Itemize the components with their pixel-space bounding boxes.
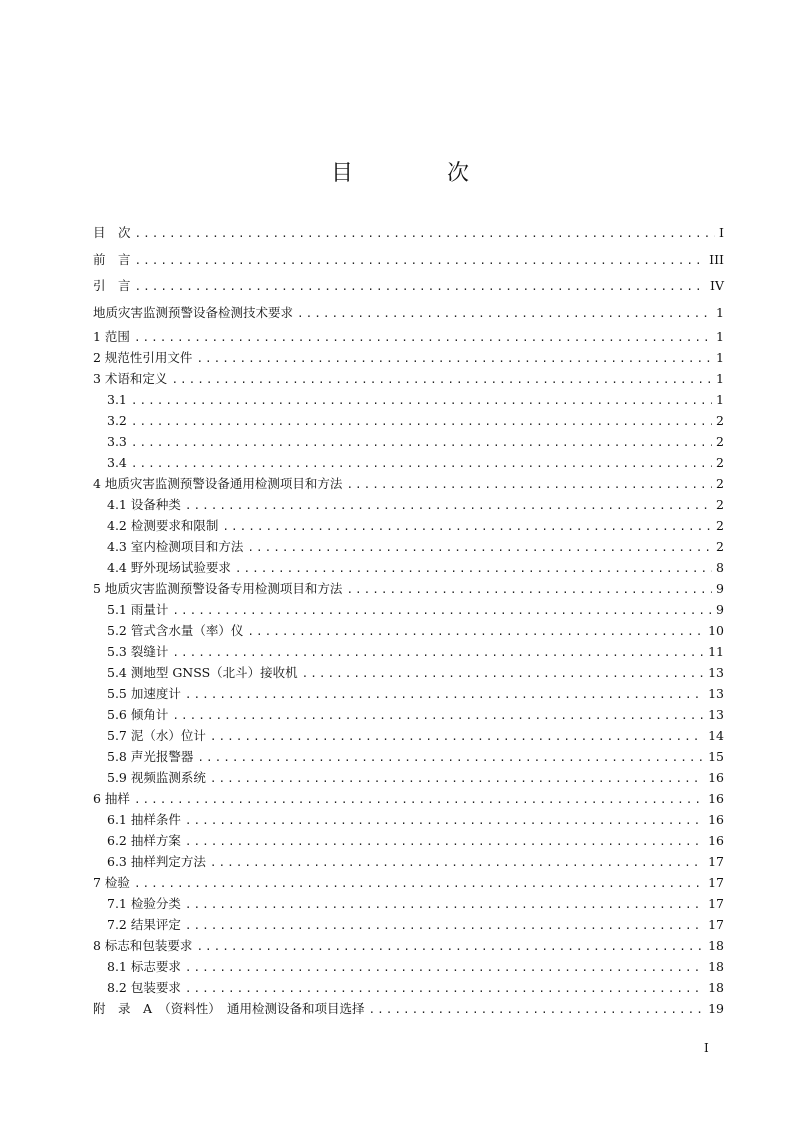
toc-entry-label: 引 言 (93, 278, 131, 293)
toc-entry-label: 8 标志和包装要求 (93, 938, 193, 953)
toc-entry[interactable] (93, 914, 724, 935)
toc-leader-dots (247, 537, 712, 558)
toc-entry-label: 5.5 加速度计 (107, 686, 181, 701)
toc-entry-label: 3.3 (107, 434, 127, 449)
toc-leader-dots (235, 558, 712, 579)
toc-entry[interactable] (93, 247, 724, 274)
toc-leader-dots (135, 274, 707, 301)
toc-entry[interactable] (93, 431, 724, 452)
toc-entry-page: 16 (708, 833, 724, 848)
toc-entry[interactable] (93, 977, 724, 998)
toc-entry-page: 15 (708, 749, 724, 764)
toc-leader-dots (131, 453, 712, 474)
toc-entry[interactable] (93, 578, 724, 599)
toc-entry[interactable] (93, 347, 724, 368)
toc-entry-label: 5 地质灾害监测预警设备专用检测项目和方法 (93, 581, 343, 596)
toc-entry[interactable] (93, 300, 724, 327)
toc-entry-page: 8 (716, 560, 724, 575)
toc-leader-dots (172, 705, 704, 726)
toc-leader-dots (185, 894, 704, 915)
toc-leader-dots (185, 915, 704, 936)
toc-entry-page: 13 (708, 665, 724, 680)
toc-entry-page: III (709, 251, 724, 267)
toc-entry-page: 17 (708, 875, 724, 890)
toc-leader-dots (196, 936, 704, 957)
toc-entry-label: 5.4 测地型 GNSS（北斗）接收机 (107, 665, 298, 680)
toc-entry-page: 19 (708, 1001, 724, 1016)
toc-leader-dots (134, 789, 704, 810)
toc-leader-dots (131, 432, 712, 453)
toc-entry-label: 2 规范性引用文件 (93, 350, 193, 365)
toc-entry[interactable] (93, 788, 724, 809)
toc-entry-page: 2 (716, 497, 724, 512)
toc-entry-page: 1 (716, 329, 724, 344)
toc-entry-page: 2 (716, 518, 724, 533)
toc-leader-dots (185, 495, 712, 516)
toc-leader-dots (131, 411, 712, 432)
toc-entry-page: 1 (716, 392, 724, 407)
toc-leader-dots (346, 474, 712, 495)
toc-leader-dots (185, 684, 704, 705)
toc-entry[interactable] (93, 410, 724, 431)
toc-entry-label: 5.9 视频监测系统 (107, 770, 206, 785)
toc-entry-page: 1 (716, 371, 724, 386)
toc-entry[interactable] (93, 998, 724, 1019)
page-title: 目 次 (330, 161, 505, 186)
toc-entry[interactable] (93, 473, 724, 494)
toc-entry-page: 1 (716, 350, 724, 365)
footer-page-number: I (704, 1041, 709, 1055)
toc-entry[interactable] (93, 368, 724, 389)
toc-entry[interactable] (93, 935, 724, 956)
toc-entry-label: 8.1 标志要求 (107, 959, 181, 974)
toc-entry-label: 地质灾害监测预警设备检测技术要求 (93, 304, 294, 320)
toc-entry-page: 2 (716, 455, 724, 470)
toc-entry-page: 10 (708, 623, 724, 638)
toc-entry[interactable] (93, 389, 724, 410)
toc-entry[interactable] (93, 956, 724, 977)
toc-entry-label: 6.1 抽样条件 (107, 812, 181, 827)
toc-entry-page: 14 (708, 728, 724, 743)
toc-entry-label: 1 范围 (93, 329, 130, 344)
toc-entry-label: 4 地质灾害监测预警设备通用检测项目和方法 (93, 476, 343, 491)
table-of-contents (93, 220, 724, 1019)
toc-entry-label: 8.2 包装要求 (107, 980, 181, 995)
toc-entry[interactable] (93, 683, 724, 704)
toc-entry[interactable] (93, 725, 724, 746)
toc-entry-label: 7.2 结果评定 (107, 917, 181, 932)
toc-leader-dots (210, 852, 704, 873)
toc-entry-page: 13 (708, 686, 724, 701)
toc-entry[interactable] (93, 515, 724, 536)
toc-entry[interactable] (93, 620, 724, 641)
toc-entry[interactable] (93, 273, 724, 300)
toc-entry-label: 4.2 检测要求和限制 (107, 518, 219, 533)
toc-entry[interactable] (93, 494, 724, 515)
toc-entry-page: 16 (708, 791, 724, 806)
toc-leader-dots (185, 831, 704, 852)
toc-leader-dots (134, 873, 704, 894)
toc-leader-dots (247, 621, 704, 642)
toc-entry[interactable] (93, 557, 724, 578)
toc-entry-label: 6.2 抽样方案 (107, 833, 181, 848)
toc-entry-label: 3.4 (107, 455, 127, 470)
toc-entry[interactable] (93, 452, 724, 473)
toc-entry-label: 4.1 设备种类 (107, 497, 181, 512)
toc-entry-page: 16 (708, 812, 724, 827)
toc-entry[interactable] (93, 704, 724, 725)
toc-entry-label: 附 录 A （资料性） 通用检测设备和项目选择 (93, 1001, 365, 1016)
toc-leader-dots (185, 978, 704, 999)
toc-entry-label: 7 检验 (93, 875, 130, 890)
toc-entry-label: 3.2 (107, 413, 127, 428)
toc-entry-label: 4.4 野外现场试验要求 (107, 560, 231, 575)
toc-entry-label: 3 术语和定义 (93, 371, 168, 386)
toc-leader-dots (135, 221, 716, 248)
toc-leader-dots (196, 348, 712, 369)
toc-entry[interactable] (93, 662, 724, 683)
toc-leader-dots (171, 369, 712, 390)
toc-entry-page: 18 (708, 938, 724, 953)
toc-entry-page: 9 (716, 581, 724, 596)
toc-leader-dots (210, 726, 704, 747)
toc-leader-dots (302, 663, 704, 684)
toc-entry[interactable] (93, 851, 724, 872)
toc-entry[interactable] (93, 830, 724, 851)
toc-leader-dots (185, 957, 704, 978)
toc-entry[interactable] (93, 893, 724, 914)
toc-entry[interactable] (93, 767, 724, 788)
toc-entry-label: 6 抽样 (93, 791, 130, 806)
toc-entry-label: 5.8 声光报警器 (107, 749, 194, 764)
toc-leader-dots (172, 600, 712, 621)
toc-entry-page: 1 (716, 304, 724, 320)
toc-entry-page: 17 (708, 896, 724, 911)
toc-leader-dots (369, 999, 705, 1020)
toc-entry-label: 7.1 检验分类 (107, 896, 181, 911)
toc-entry[interactable] (93, 536, 724, 557)
toc-entry-page: 2 (716, 434, 724, 449)
toc-entry-page: 18 (708, 980, 724, 995)
toc-entry-label: 4.3 室内检测项目和方法 (107, 539, 244, 554)
toc-entry[interactable] (93, 599, 724, 620)
toc-entry-page: 2 (716, 476, 724, 491)
toc-entry-label: 5.6 倾角计 (107, 707, 169, 722)
toc-leader-dots (134, 327, 712, 348)
toc-entry-page: 9 (716, 602, 724, 617)
toc-entry[interactable] (93, 809, 724, 830)
toc-leader-dots (135, 248, 706, 275)
toc-entry-label: 3.1 (107, 392, 127, 407)
toc-leader-dots (185, 810, 704, 831)
toc-entry-page: IV (710, 278, 724, 293)
toc-entry[interactable] (93, 326, 724, 347)
toc-entry-label: 目 次 (93, 225, 131, 240)
toc-entry[interactable] (93, 220, 724, 247)
toc-entry-label: 5.1 雨量计 (107, 602, 169, 617)
toc-leader-dots (346, 579, 712, 600)
toc-entry-label: 5.7 泥（水）位计 (107, 728, 206, 743)
toc-entry-page: I (719, 225, 724, 240)
toc-entry-page: 11 (708, 644, 724, 659)
toc-leader-dots (131, 390, 712, 411)
toc-entry-page: 17 (708, 854, 724, 869)
toc-entry-page: 17 (708, 917, 724, 932)
toc-entry[interactable] (93, 641, 724, 662)
toc-entry-page: 13 (708, 707, 724, 722)
toc-entry-label: 5.2 管式含水量（率）仪 (107, 623, 244, 638)
toc-entry-page: 18 (708, 959, 724, 974)
toc-entry[interactable] (93, 872, 724, 893)
toc-leader-dots (172, 642, 704, 663)
toc-leader-dots (210, 768, 704, 789)
toc-leader-dots (222, 516, 712, 537)
toc-entry-page: 16 (708, 770, 724, 785)
toc-entry-label: 5.3 裂缝计 (107, 644, 169, 659)
toc-entry[interactable] (93, 746, 724, 767)
toc-entry-label: 6.3 抽样判定方法 (107, 854, 206, 869)
toc-entry-page: 2 (716, 413, 724, 428)
toc-entry-page: 2 (716, 539, 724, 554)
toc-leader-dots (297, 301, 712, 328)
toc-leader-dots (197, 747, 704, 768)
toc-entry-label: 前 言 (93, 251, 131, 267)
